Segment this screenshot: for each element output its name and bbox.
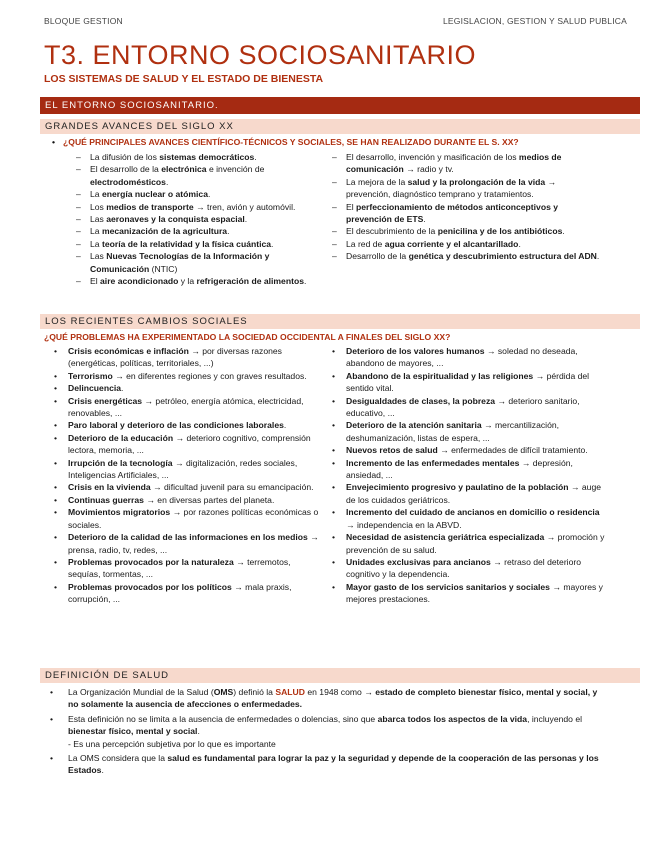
text-run: en 1948 como → (304, 687, 376, 697)
question-grandes: • ¿QUÉ PRINCIPALES AVANCES CIENTÍFICO-TÉCNICOS Y SOCIALES, SE HAN REALIZADO DURANTE EL S. XX? (52, 137, 519, 147)
bold-run: Mayor gasto de los servicios sanitarios y sociales (346, 581, 550, 592)
running-header-right: LEGISLACION, GESTION Y SALUD PUBLICA (442, 16, 627, 26)
list-item (330, 531, 610, 556)
list-item (74, 250, 324, 275)
list-item (330, 225, 600, 237)
list-item (330, 345, 610, 370)
text-run: Los (90, 201, 107, 212)
text-run: → mayores y mejores prestaciones. (346, 581, 603, 605)
question-recientes: ¿QUÉ PROBLEMAS HA EXPERIMENTADO LA SOCIEDAD OCCIDENTAL A FINALES DEL SIGLO XX? (44, 332, 451, 342)
bold-run: aeronaves y la conquista espacial (106, 214, 245, 225)
list-item (52, 432, 322, 457)
list-item (330, 556, 610, 581)
text-run: . (271, 238, 274, 249)
bold-run: Delincuencia (68, 383, 122, 394)
bold-run: Incremento de las enfermedades mentales (346, 457, 520, 468)
text-run: → soledad no deseada, abandono de mayores, ... (346, 346, 578, 369)
list-item (52, 419, 322, 431)
list-item (52, 581, 322, 606)
text-run: , incluyendo el (527, 713, 583, 724)
text-run: . (423, 214, 426, 225)
text-run: → mercantilización, deshumanización, listas de espera, ... (346, 420, 560, 443)
list-item (74, 188, 324, 200)
definicion-paragraph-2 (48, 713, 608, 738)
list-item (52, 395, 322, 420)
bold-run: agua corriente y el alcantarillado (384, 238, 519, 249)
text-run: La (90, 238, 102, 249)
text-run: Las (90, 214, 107, 225)
text-run: → retraso del deterioro cognitivo y la dependencia. (346, 556, 582, 580)
text-run: → deterioro cognitivo, comprensión lectora, memoria, ... (68, 432, 311, 456)
list-item (74, 151, 324, 163)
list-item (52, 506, 322, 531)
text-run: → pérdida del sentido vital. (346, 370, 590, 394)
bold-run: Incremento del cuidado de ancianos en domicilio o residencia (346, 507, 600, 518)
text-run: → dificultad juvenil para su emancipación. (150, 482, 314, 493)
list-item (330, 176, 600, 201)
list-item (330, 506, 610, 531)
text-run: La Organización Mundial de la Salud ( (68, 687, 214, 697)
text-run: → terremotos, sequías, tormentas, ... (68, 556, 291, 580)
text-run: La mejora de la (346, 176, 408, 187)
text-run: e invención de (206, 164, 265, 175)
list-item (52, 494, 322, 506)
text-run: . (244, 214, 248, 225)
bold-run: Crisis energéticas (68, 395, 143, 406)
bold-run: Continuas guerras (68, 494, 144, 505)
text-run: . (227, 226, 230, 237)
grandes-left-list (74, 151, 324, 287)
text-run: → digitalización, redes sociales, Inteligencias Artificiales, ... (68, 457, 298, 481)
list-item (74, 201, 324, 213)
list-item (74, 238, 324, 250)
text-run: El desarrollo de la (90, 164, 162, 175)
section-band-grandes: GRANDES AVANCES DEL SIGLO XX (40, 119, 640, 134)
text-run: . (562, 226, 565, 237)
recientes-right-list (330, 345, 610, 606)
text-run: . (596, 251, 600, 262)
definicion-paragraph-3 (48, 752, 608, 777)
bold-run: medios de transporte (106, 201, 194, 212)
bold-run: aire acondicionado (100, 276, 179, 287)
text-run: → en diversas partes del planeta. (143, 494, 275, 505)
list-item (330, 481, 610, 506)
bold-run: Desigualdades de clases, la pobreza (346, 395, 496, 406)
bold-run: Unidades exclusivas para ancianos (346, 556, 491, 567)
bold-run: genética y descubrimiento estructura del ADN (408, 251, 597, 262)
bold-run: Envejecimiento progresivo y paulatino de la población (346, 482, 569, 493)
bold-run: Necesidad de asistencia geriátrica especializada (346, 532, 545, 543)
bold-run: Deterioro de la calidad de las informaciones en los medios (68, 532, 308, 543)
text-run: Las (90, 251, 107, 262)
bold-run: Problemas provocados por la naturaleza (68, 556, 234, 567)
text-run: . (197, 726, 200, 737)
text-run: → promoción y prevención de su salud. (346, 532, 605, 555)
bold-run: teoría de la relatividad y la física cuántica (101, 238, 272, 249)
bold-run: Deterioro de la atención sanitaria (346, 420, 482, 431)
text-run: . (207, 189, 211, 200)
list-item (330, 201, 600, 226)
text-run: → independencia en la ABVD. (346, 519, 462, 530)
list-item (52, 382, 322, 394)
bold-run: salud es fundamental para lograr la paz y la seguridad y depende de la cooperación de las personas y los Estados (68, 753, 599, 776)
bold-run: medios de comunicación (346, 152, 562, 175)
bold-run: mecanización de la agricultura (101, 226, 228, 237)
list-item (52, 556, 322, 581)
bold-run: Terrorismo (68, 370, 113, 381)
bold-run: bienestar físico, mental y social (68, 726, 198, 737)
bold-run: abarca todos los aspectos de la vida (377, 713, 528, 724)
bold-run: Nuevos retos de salud (346, 445, 438, 456)
bold-run: refrigeración de alimentos (196, 276, 304, 287)
list-item (330, 581, 610, 606)
text-run: El (346, 201, 357, 212)
page-title: T3. ENTORNO SOCIOSANITARIO (44, 40, 477, 70)
text-run: La OMS considera que la (68, 753, 168, 764)
bold-run: Deterioro de la educación (68, 432, 174, 443)
bold-run: sistemas democráticos (159, 152, 255, 162)
recientes-left-list (52, 345, 322, 606)
bold-run: electrodomésticos (90, 176, 166, 187)
text-run: . (283, 420, 287, 431)
bold-run: electrónica (161, 164, 207, 175)
list-item (330, 444, 610, 456)
list-item (52, 457, 322, 482)
text-run: La (90, 189, 102, 200)
text-run: El (90, 276, 101, 287)
text-run: ) definió la (233, 687, 276, 697)
text-run: → en diferentes regiones y con graves resultados. (112, 370, 307, 381)
bold-run: Crisis económicas e inflación (68, 346, 189, 356)
definition-quote: estado de completo bienestar físico, mental y social, y no solamente la ausencia de afecciones o enfermedades. (68, 687, 598, 710)
text-run: La difusión de los (90, 152, 160, 162)
text-run: El desarrollo, invención y masificación de los (346, 152, 519, 162)
grandes-right-list (330, 151, 600, 263)
salud-term: SALUD (275, 687, 305, 697)
bold-run: energía nuclear o atómica (101, 189, 208, 200)
list-item (74, 275, 324, 287)
text-run: Desarrollo de la (346, 251, 409, 262)
bold-run: Deterioro de los valores humanos (346, 346, 485, 356)
list-item (52, 345, 322, 370)
text-run: Esta definición no se limita a la ausencia de enfermedades o dolencias, sino que (68, 713, 378, 724)
text-run: → petróleo, energía atómica, electricidad, renovables, ... (68, 395, 304, 419)
bold-run: penicilina y de los antibióticos (437, 226, 563, 237)
list-item (330, 151, 600, 176)
bold-run: Movimientos migratorios (68, 507, 171, 518)
list-item (52, 481, 322, 493)
text-run: → enfermedades de difícil tratamiento. (437, 445, 588, 456)
text-run: . (254, 152, 257, 162)
list-item (330, 250, 600, 262)
question-grandes-text: ¿QUÉ PRINCIPALES AVANCES CIENTÍFICO-TÉCNICOS Y SOCIALES, SE HAN REALIZADO DURANTE EL S. XX? (63, 137, 519, 147)
running-header-left: BLOQUE GESTION (44, 16, 123, 26)
list-item (330, 457, 610, 482)
text-run: → prensa, radio, tv, redes, ... (68, 532, 319, 555)
bold-run: Nuevas Tecnologías de la Información y Comunicación (90, 251, 270, 274)
text-run: . (121, 383, 124, 394)
list-item (74, 225, 324, 237)
bold-run: Irrupción de la tecnología (68, 457, 173, 468)
bold-run: salud y la prolongación de la vida (407, 176, 546, 187)
list-item (74, 213, 324, 225)
text-run: → depresión, ansiedad, ... (346, 457, 573, 481)
text-run: La red de (346, 238, 385, 249)
text-run: . (165, 176, 169, 187)
text-run: → por razones políticas económicas o sociales. (68, 507, 319, 530)
list-item (330, 238, 600, 250)
definicion-body (48, 686, 608, 777)
list-item (330, 419, 610, 444)
definicion-note: - Es una percepción subjetiva por lo que es importante (68, 738, 276, 749)
list-item (330, 370, 610, 395)
text-run: y la (178, 276, 197, 287)
text-run: → prevención, diagnóstico temprano y tratamientos. (346, 176, 557, 200)
section-band-main: EL ENTORNO SOCIOSANITARIO. (40, 97, 640, 114)
bold-run: Problemas provocados por los políticos (68, 581, 232, 592)
list-item (52, 531, 322, 556)
text-run: → tren, avión y automóvil. (193, 201, 296, 212)
list-item (52, 370, 322, 382)
bold-run: perfeccionamiento de métodos anticonceptivos y prevención de ETS (346, 201, 559, 225)
section-band-definicion: DEFINICIÓN DE SALUD (40, 668, 640, 683)
text-run: → deterioro sanitario, educativo, ... (346, 395, 580, 419)
page-subtitle: LOS SISTEMAS DE SALUD Y EL ESTADO DE BIENESTA (44, 73, 324, 85)
list-item (330, 395, 610, 420)
bold-run: Abandono de la espiritualidad y las religiones (346, 370, 534, 381)
text-run: El descubrimiento de la (346, 226, 438, 237)
definicion-paragraph-1 (48, 686, 608, 711)
text-run: → radio y tv. (403, 164, 454, 175)
text-run: . (518, 238, 521, 249)
bold-run: Paro laboral y deterioro de las condiciones laborales (68, 420, 284, 431)
bold-run: Crisis en la vivienda (68, 482, 151, 493)
oms-term: OMS (213, 687, 234, 697)
text-run: La (90, 226, 102, 237)
text-run: . (101, 765, 104, 776)
text-run: . (303, 276, 307, 287)
text-run: → auge de los cuidados geriátricos. (346, 482, 602, 505)
section-band-recientes: LOS RECIENTES CAMBIOS SOCIALES (40, 314, 640, 329)
text-run: (NTIC) (149, 263, 178, 274)
text-run: → mala praxis, corrupción, ... (68, 581, 292, 605)
text-run: → por diversas razones (energéticas, políticas, territoriales, ...) (68, 346, 282, 369)
list-item (74, 163, 324, 188)
